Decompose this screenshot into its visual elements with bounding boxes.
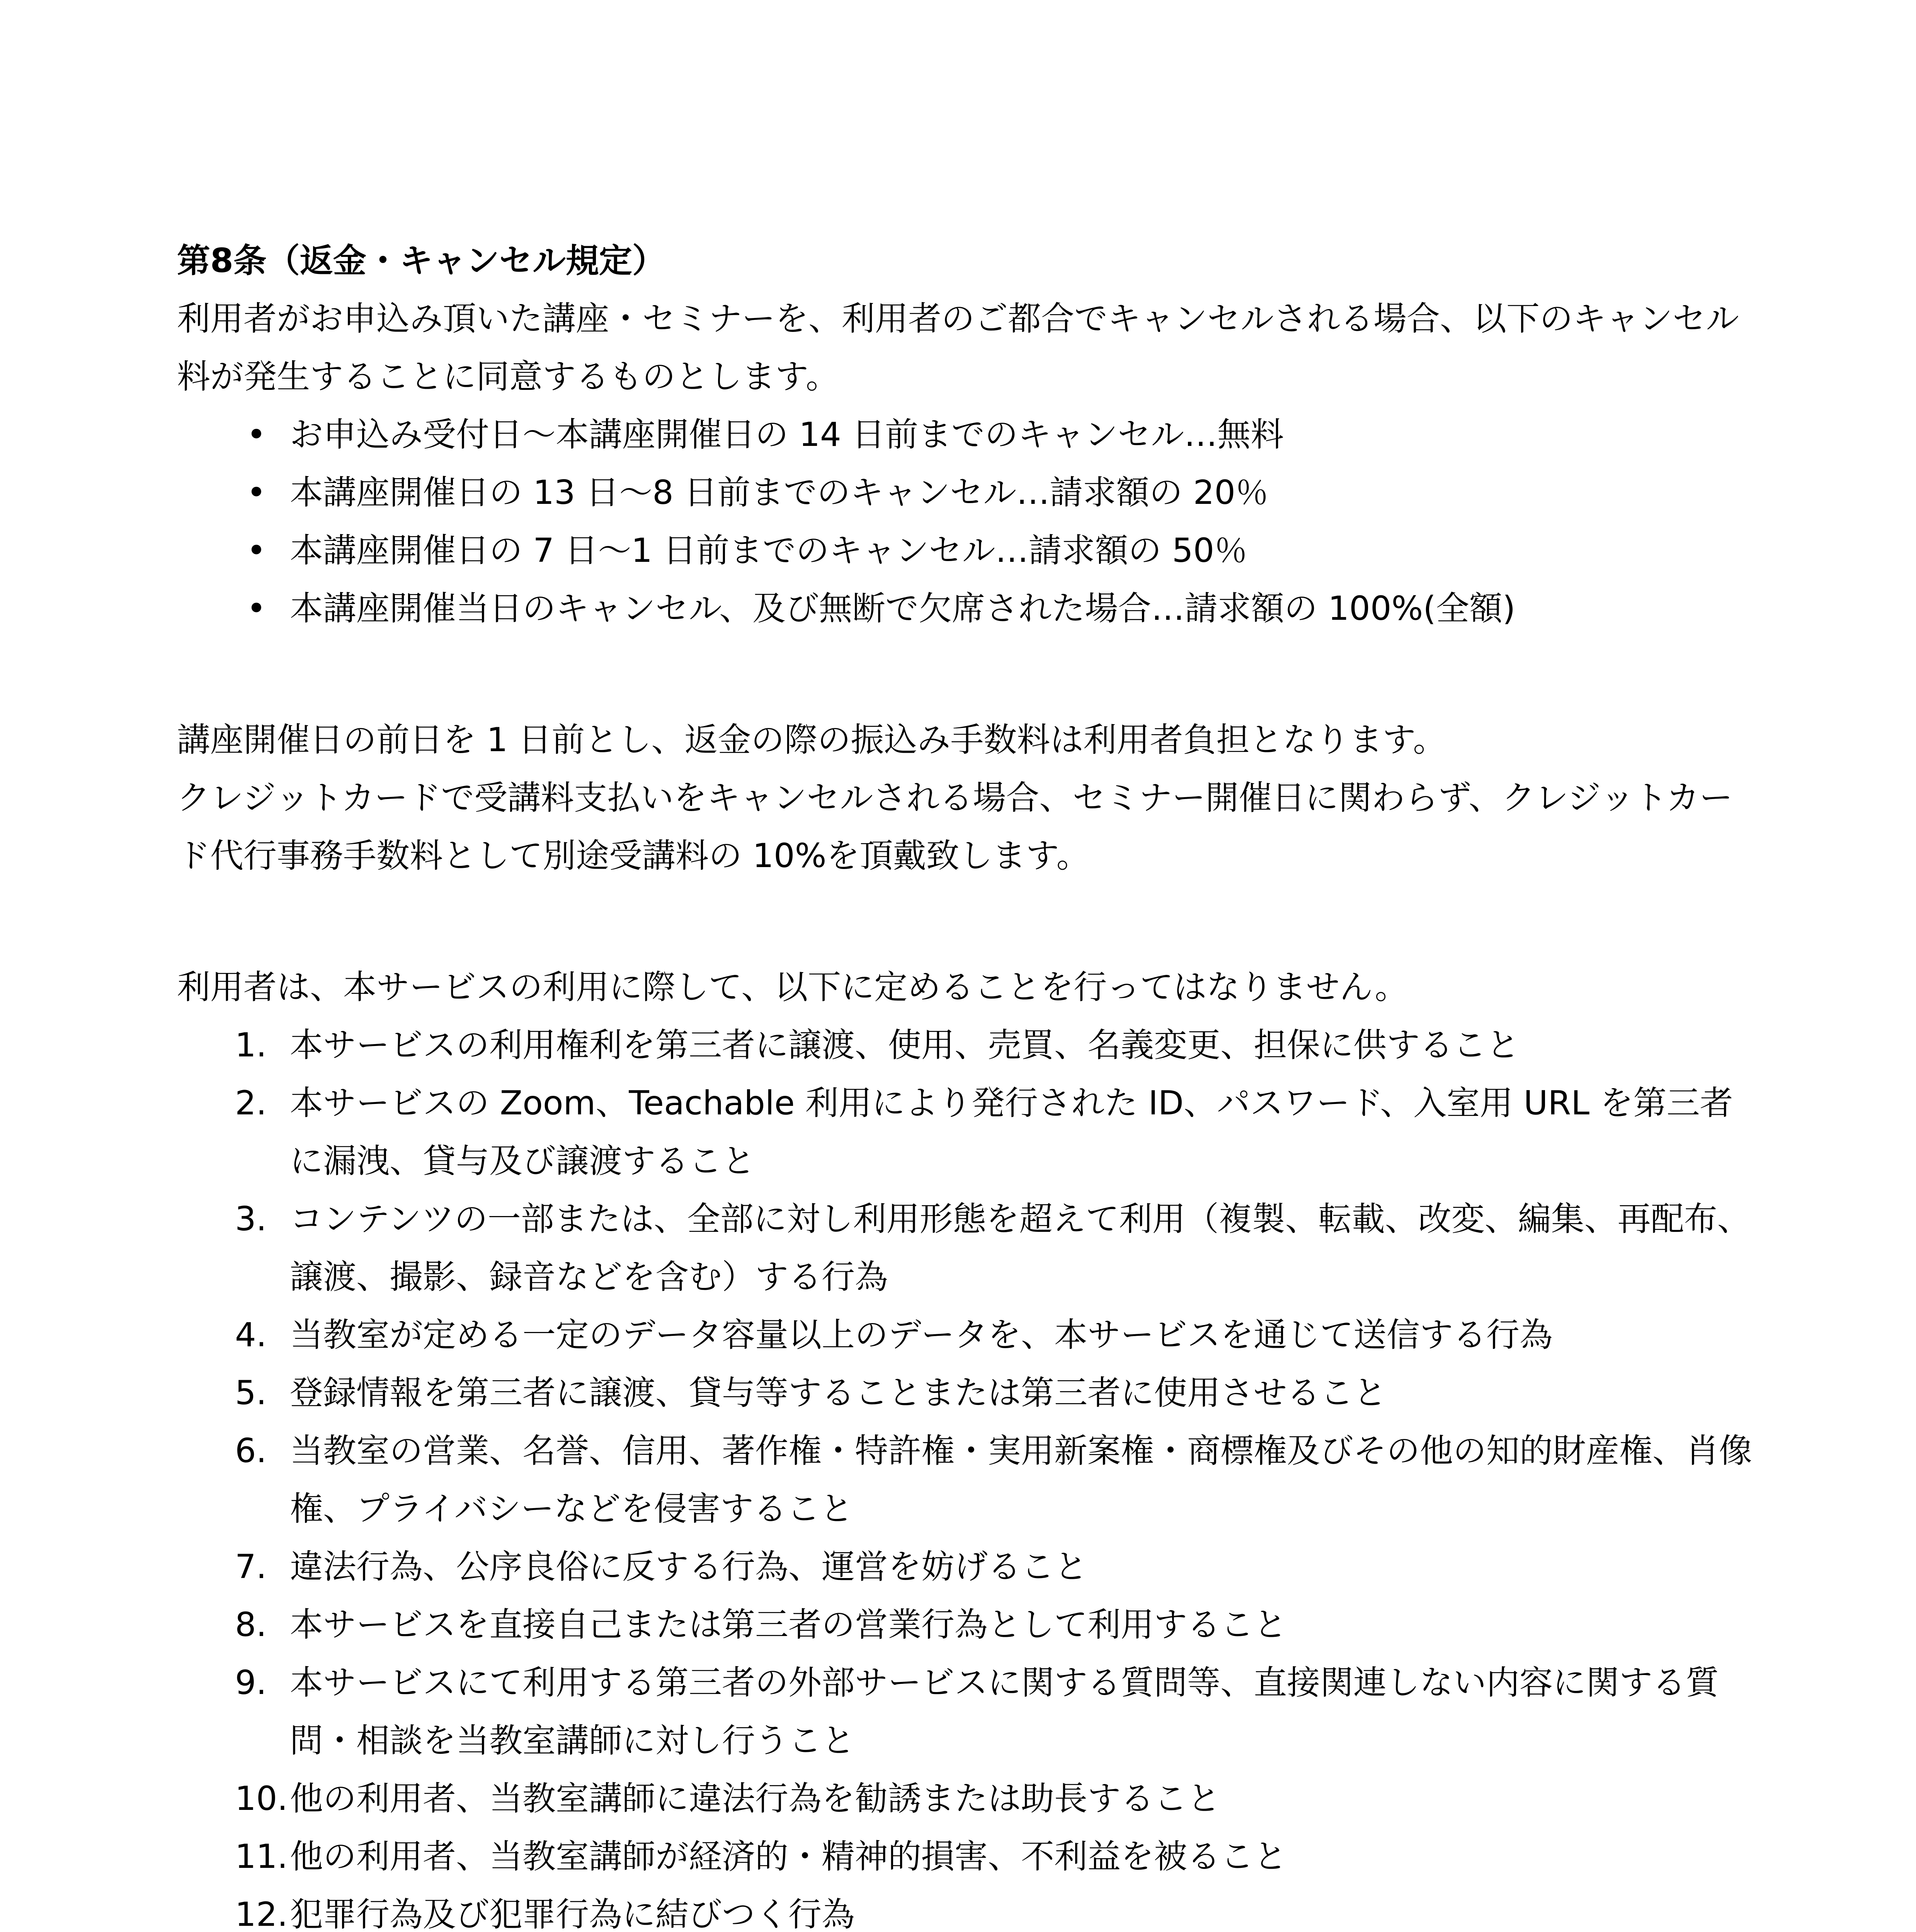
item-number: 10. (235, 1779, 288, 1818)
prohibitions-list (177, 1016, 1761, 1932)
list-item: 6. 当教室の営業、名誉、信用、著作権・特許権・実用新案権・商標権及びその他の知的財産権、肖像権、プライバシーなどを侵害すること (177, 1422, 1761, 1538)
cancellation-fee-list (177, 406, 1761, 638)
item-number: 11. (235, 1837, 288, 1876)
item-number: 3. (235, 1200, 267, 1238)
item-number: 1. (235, 1026, 267, 1065)
item-number: 4. (235, 1316, 267, 1354)
item-number: 5. (235, 1374, 267, 1412)
item-number: 2. (235, 1084, 267, 1122)
list-item: 3. コンテンツの一部または、全部に対し利用形態を超えて利用（複製、転載、改変、編集、再配布、譲渡、撮影、録音などを含む）する行為 (177, 1190, 1761, 1306)
bullet-icon: • (247, 473, 266, 512)
list-item: • 本講座開催当日のキャンセル、及び無断で欠席された場合…請求額の 100%(全額) (177, 580, 1761, 638)
list-item: 9. 本サービスにて利用する第三者の外部サービスに関する質問等、直接関連しない内容に関する質問・相談を当教室講師に対し行うこと (177, 1654, 1761, 1770)
article-intro: 利用者がお申込み頂いた講座・セミナーを、利用者のご都合でキャンセルされる場合、以下のキャンセル料が発生することに同意するものとします。 (177, 299, 1739, 396)
list-item: • 本講座開催日の 7 日～1 日前までのキャンセル…請求額の 50％ (177, 522, 1761, 580)
item-number: 12. (235, 1895, 288, 1932)
list-item: 5. 登録情報を第三者に譲渡、貸与等することまたは第三者に使用させること (177, 1364, 1761, 1422)
prohibitions-intro: 利用者は、本サービスの利用に際して、以下に定めることを行ってはなりません。 (177, 968, 1408, 1007)
bullet-icon: • (247, 415, 266, 454)
refund-note: 講座開催日の前日を 1 日前とし、返金の際の振込み手数料は利用者負担となります。 (177, 721, 1446, 759)
list-item: 8. 本サービスを直接自己または第三者の営業行為として利用すること (177, 1596, 1761, 1654)
list-item: 1. 本サービスの利用権利を第三者に譲渡、使用、売買、名義変更、担保に供すること (177, 1016, 1761, 1074)
item-number: 9. (235, 1663, 267, 1702)
credit-card-note: クレジットカードで受講料支払いをキャンセルされる場合、セミナー開催日に関わらず、クレジットカード代行事務手数料として別途受講料の 10%を頂戴致します。 (177, 779, 1733, 875)
list-item: 2. 本サービスの Zoom、Teachable 利用により発行された ID、パスワード、入室用 URL を第三者に漏洩、貸与及び譲渡すること (177, 1074, 1761, 1190)
list-item: 4. 当教室が定める一定のデータ容量以上のデータを、本サービスを通じて送信する行為 (177, 1306, 1761, 1364)
item-number: 8. (235, 1605, 267, 1644)
item-number: 6. (235, 1432, 267, 1470)
list-item: • 本講座開催日の 13 日～8 日前までのキャンセル…請求額の 20％ (177, 464, 1761, 522)
list-item: 10. 他の利用者、当教室講師に違法行為を勧誘または助長すること (177, 1770, 1761, 1828)
article-heading: 第8条（返金・キャンセル規定） (177, 242, 665, 280)
item-number: 7. (235, 1548, 267, 1586)
document-page (177, 232, 1761, 1932)
list-item: 12. 犯罪行為及び犯罪行為に結びつく行為 (177, 1886, 1761, 1932)
list-item: 7. 違法行為、公序良俗に反する行為、運営を妨げること (177, 1538, 1761, 1596)
list-item: • お申込み受付日～本講座開催日の 14 日前までのキャンセル…無料 (177, 406, 1761, 464)
bullet-icon: • (247, 531, 266, 570)
list-item: 11. 他の利用者、当教室講師が経済的・精神的損害、不利益を被ること (177, 1828, 1761, 1886)
bullet-icon: • (247, 589, 266, 628)
